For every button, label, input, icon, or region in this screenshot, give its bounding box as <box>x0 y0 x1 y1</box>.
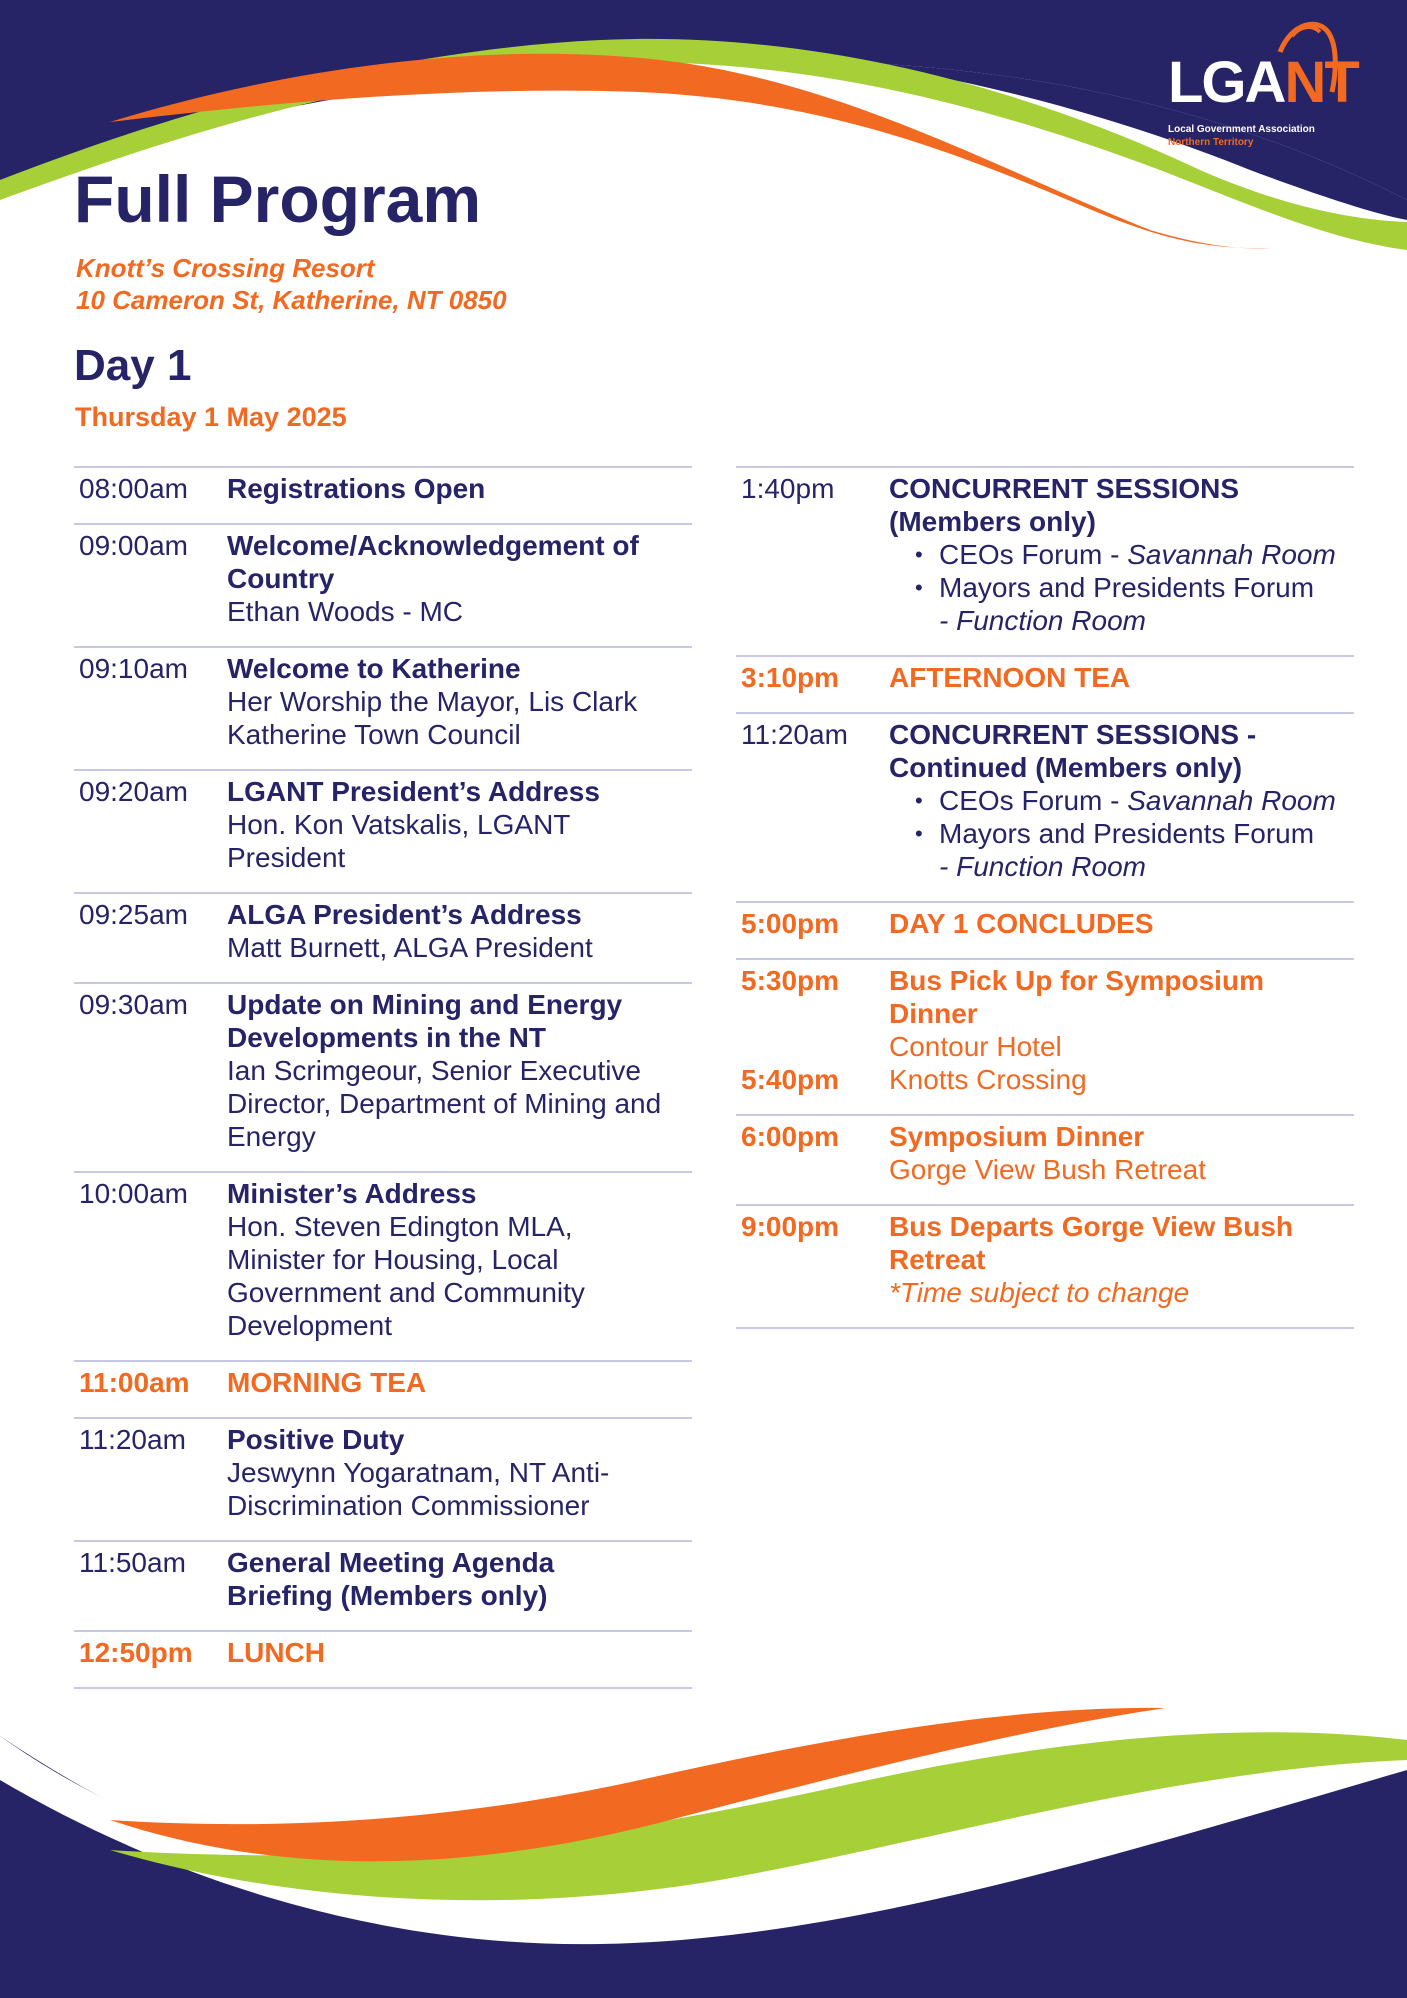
schedule-time: 5:30pm <box>741 965 840 996</box>
schedule-time: 11:20am <box>79 1424 186 1455</box>
day-heading: Day 1 <box>74 341 192 390</box>
schedule-time: 1:40pm <box>741 473 835 504</box>
schedule-row <box>74 1632 692 1689</box>
schedule-row <box>74 1542 692 1632</box>
schedule-title: Registrations Open <box>227 473 486 504</box>
schedule-title: Welcome to Katherine <box>227 653 521 684</box>
schedule-title: Positive Duty <box>227 1424 405 1455</box>
schedule-right-column <box>736 466 1354 1329</box>
schedule-detail: Matt Burnett, ALGA President <box>227 932 593 963</box>
venue-info <box>76 252 507 316</box>
schedule-time: 09:10am <box>79 653 188 684</box>
schedule-title: Bus Pick Up for Symposium Dinner <box>889 965 1264 1029</box>
schedule-time: 09:30am <box>79 989 188 1020</box>
schedule-detail: *Time subject to change <box>889 1277 1190 1308</box>
schedule-detail: Jeswynn Yogaratnam, NT Anti-Discrimination Commissioner <box>227 1457 610 1521</box>
schedule-row <box>74 648 692 771</box>
session-room: Savannah Room <box>1127 785 1336 816</box>
schedule-row <box>736 468 1354 657</box>
schedule-time: 5:40pm <box>741 1064 840 1095</box>
schedule-row <box>74 894 692 984</box>
schedule-time: 6:00pm <box>741 1121 840 1152</box>
schedule-title: Welcome/Acknowledgement of Country <box>227 530 639 594</box>
venue-address: 10 Cameron St, Katherine, NT 0850 <box>76 285 507 315</box>
schedule-title: Symposium Dinner <box>889 1121 1145 1152</box>
session-name: • Mayors and Presidents Forum <box>939 572 1315 603</box>
schedule-title: ALGA President’s Address <box>227 899 582 930</box>
schedule-time: 11:50am <box>79 1547 186 1578</box>
schedule-row <box>736 1206 1354 1329</box>
schedule-title: LUNCH <box>227 1637 325 1668</box>
schedule-detail: Knotts Crossing <box>889 1064 1087 1095</box>
schedule-title: Update on Mining and Energy Developments in the NT <box>227 989 623 1053</box>
schedule-row <box>74 1362 692 1419</box>
schedule-row <box>736 714 1354 903</box>
session-list <box>889 538 1354 637</box>
schedule-time: 09:20am <box>79 776 188 807</box>
session-room: Savannah Room <box>1127 539 1336 570</box>
schedule-row <box>74 984 692 1173</box>
logo-wordmark-lga: LGA <box>1168 50 1285 115</box>
schedule-row <box>74 468 692 525</box>
schedule-detail: Her Worship the Mayor, Lis Clark Katherine Town Council <box>227 686 638 750</box>
schedule-title: MORNING TEA <box>227 1367 427 1398</box>
logo-tagline-2: Northern Territory <box>1168 137 1254 148</box>
schedule-title: Minister’s Address <box>227 1178 477 1209</box>
schedule-row <box>74 525 692 648</box>
schedule-detail: Contour Hotel <box>889 1031 1062 1062</box>
session-list-item <box>911 538 1354 571</box>
schedule-time: 5:00pm <box>741 908 840 939</box>
schedule-title: Bus Departs Gorge View Bush Retreat <box>889 1211 1294 1275</box>
schedule-time: 3:10pm <box>741 662 840 693</box>
schedule-detail: Ian Scrimgeour, Senior Executive Director, Department of Mining and Energy <box>227 1055 662 1152</box>
day-date: Thursday 1 May 2025 <box>75 402 347 432</box>
session-list-item <box>911 571 1354 637</box>
session-room: - Function Room <box>939 605 1146 636</box>
schedule-row <box>736 960 1354 1116</box>
session-list <box>889 784 1354 883</box>
schedule-time: 11:20am <box>741 719 848 750</box>
schedule-title: CONCURRENT SESSIONS - Continued (Members only) <box>889 719 1257 783</box>
schedule-row <box>736 903 1354 960</box>
schedule-row <box>74 1419 692 1542</box>
schedule-detail: Hon. Kon Vatskalis, LGANT President <box>227 809 570 873</box>
schedule-time: 09:00am <box>79 530 188 561</box>
schedule-time: 10:00am <box>79 1178 188 1209</box>
schedule-left-column <box>74 466 692 1689</box>
logo-wordmark <box>1168 50 1358 115</box>
schedule-detail: Hon. Steven Edington MLA, Minister for Housing, Local Government and Community Development <box>227 1211 585 1341</box>
schedule-title: General Meeting Agenda Briefing (Members only) <box>227 1547 555 1611</box>
schedule-time: 12:50pm <box>79 1637 193 1668</box>
schedule-detail: Gorge View Bush Retreat <box>889 1154 1206 1185</box>
session-list-item <box>911 817 1354 883</box>
schedule-title: DAY 1 CONCLUDES <box>889 908 1154 939</box>
schedule-time: 9:00pm <box>741 1211 840 1242</box>
schedule-row <box>74 771 692 894</box>
schedule-time: 09:25am <box>79 899 188 930</box>
session-name: CEOs Forum - <box>939 539 1128 570</box>
session-list-item <box>911 784 1354 817</box>
schedule-row <box>736 657 1354 714</box>
schedule-detail: Ethan Woods - MC <box>227 596 464 627</box>
schedule-time: 11:00am <box>79 1367 190 1398</box>
session-room: - Function Room <box>939 851 1146 882</box>
session-name: CEOs Forum - <box>939 785 1128 816</box>
schedule-title: CONCURRENT SESSIONS (Members only) <box>889 473 1240 537</box>
page-title: Full Program <box>74 162 482 236</box>
logo-wordmark-nt: NT <box>1284 50 1358 115</box>
schedule-row <box>736 1116 1354 1206</box>
footer-swoosh-decoration <box>0 1700 1407 1998</box>
lgant-logo <box>1160 14 1360 148</box>
schedule-title: AFTERNOON TEA <box>889 662 1131 693</box>
venue-name: Knott’s Crossing Resort <box>76 253 375 283</box>
schedule-row <box>74 1173 692 1362</box>
schedule-title: LGANT President’s Address <box>227 776 600 807</box>
schedule-time: 08:00am <box>79 473 188 504</box>
session-name: • Mayors and Presidents Forum <box>939 818 1315 849</box>
logo-tagline-1: Local Government Association <box>1168 124 1315 135</box>
